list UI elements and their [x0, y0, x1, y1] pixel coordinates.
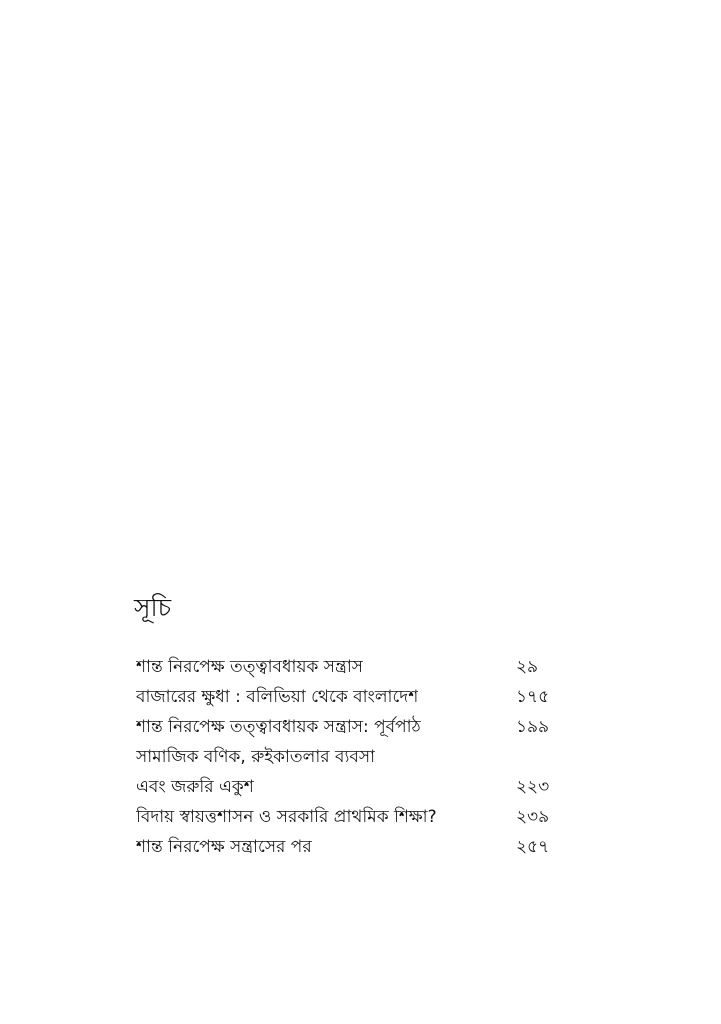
toc-entry-title: শান্ত নিরপেক্ষ তত্ত্বাবধায়ক সন্ত্রাস: পূর্বপাঠ	[136, 717, 421, 737]
toc-entry-page: ২৩৯	[516, 807, 550, 827]
toc-entry-title: বাজারের ক্ষুধা : বলিভিয়া থেকে বাংলাদেশ	[136, 687, 419, 707]
toc-entry-title: শান্ত নিরপেক্ষ তত্ত্বাবধায়ক সন্ত্রাস	[136, 657, 363, 677]
toc-entry-page: ২৫৭	[516, 837, 550, 857]
toc-entry-title: সামাজিক বণিক, রুইকাতলার ব্যবসা	[136, 747, 376, 767]
table-of-contents	[136, 652, 556, 862]
toc-entry-page: ১৯৯	[516, 717, 550, 737]
toc-entry	[136, 802, 556, 832]
toc-entry	[136, 832, 556, 862]
toc-entry	[136, 652, 556, 682]
toc-entry	[136, 682, 556, 712]
toc-entry-title: শান্ত নিরপেক্ষ সন্ত্রাসের পর	[136, 837, 312, 857]
toc-entry-page: ২২৩	[516, 777, 550, 797]
toc-entry	[136, 742, 556, 772]
toc-entry-page: ১৭৫	[516, 687, 550, 707]
toc-heading: সূচি	[134, 593, 172, 622]
toc-entry-title: এবং জরুরি একুশ	[136, 777, 254, 797]
toc-entry-page: ২৯	[516, 657, 539, 677]
toc-entry	[136, 772, 556, 802]
toc-entry-title: বিদায় স্বায়ত্তশাসন ও সরকারি প্রাথমিক শিক্ষা?	[136, 807, 437, 827]
toc-entry	[136, 712, 556, 742]
